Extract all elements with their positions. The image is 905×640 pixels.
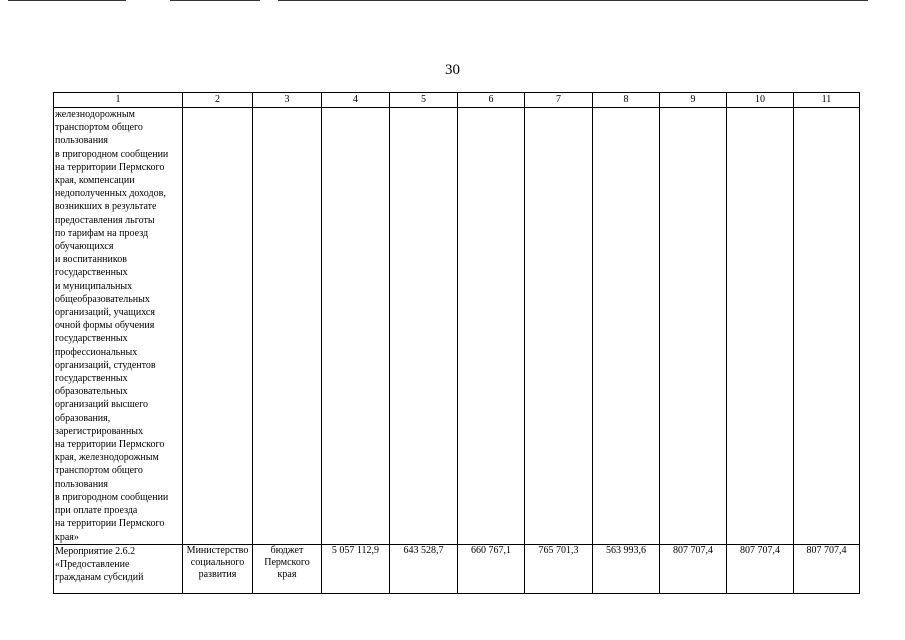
value-cell-year-2: 660 767,1 xyxy=(458,544,525,593)
empty-cell xyxy=(458,108,525,545)
column-header-2: 2 xyxy=(183,93,253,108)
value-cell-year-5: 807 707,4 xyxy=(660,544,727,593)
table-row-activity xyxy=(54,544,860,593)
value-cell-year-6: 807 707,4 xyxy=(727,544,794,593)
top-rule-3 xyxy=(278,0,868,1)
table-row-continued xyxy=(54,108,860,545)
value-cell-year-7: 807 707,4 xyxy=(794,544,860,593)
empty-cell xyxy=(390,108,458,545)
column-header-8: 8 xyxy=(593,93,660,108)
column-header-7: 7 xyxy=(525,93,593,108)
continued-description-cell: железнодорожным транспортом общего пользования в пригородном сообщении на территории Пермского края, компенсации недополученных доходов, возникших в результате предоставления льготы по тарифам на проезд обучающихся и воспитанников государственных и муниципальных общеобразовательных организаций, учащихся очной формы обучения государственных профессиональных организаций, студентов государственных образовательных организаций высшего образования, зарегистрированных на территории Пермского края, железнодорожным транспортом общего пользования в пригородном сообщении при оплате проезда на территории Пермского края» xyxy=(54,108,183,545)
value-cell-year-4: 563 993,6 xyxy=(593,544,660,593)
value-cell-year-1: 643 528,7 xyxy=(390,544,458,593)
empty-cell xyxy=(322,108,390,545)
empty-cell xyxy=(727,108,794,545)
column-header-4: 4 xyxy=(322,93,390,108)
value-cell-year-3: 765 701,3 xyxy=(525,544,593,593)
column-header-1: 1 xyxy=(54,93,183,108)
column-header-6: 6 xyxy=(458,93,525,108)
top-rule-2 xyxy=(170,0,260,1)
activity-description-cell: Мероприятие 2.6.2 «Предоставление гражданам субсидий xyxy=(54,544,183,593)
column-header-10: 10 xyxy=(727,93,794,108)
header-row xyxy=(54,93,860,108)
empty-cell xyxy=(660,108,727,545)
column-header-11: 11 xyxy=(794,93,860,108)
empty-cell xyxy=(253,108,322,545)
empty-cell xyxy=(183,108,253,545)
value-cell-total: 5 057 112,9 xyxy=(322,544,390,593)
funding-source-cell: бюджет Пермского края xyxy=(253,544,322,593)
executor-cell: Министерство социального развития xyxy=(183,544,253,593)
empty-cell xyxy=(794,108,860,545)
budget-table xyxy=(53,92,860,594)
column-header-5: 5 xyxy=(390,93,458,108)
empty-cell xyxy=(593,108,660,545)
page-number: 30 xyxy=(445,62,460,78)
empty-cell xyxy=(525,108,593,545)
column-header-3: 3 xyxy=(253,93,322,108)
column-header-9: 9 xyxy=(660,93,727,108)
top-rule-1 xyxy=(8,0,126,1)
